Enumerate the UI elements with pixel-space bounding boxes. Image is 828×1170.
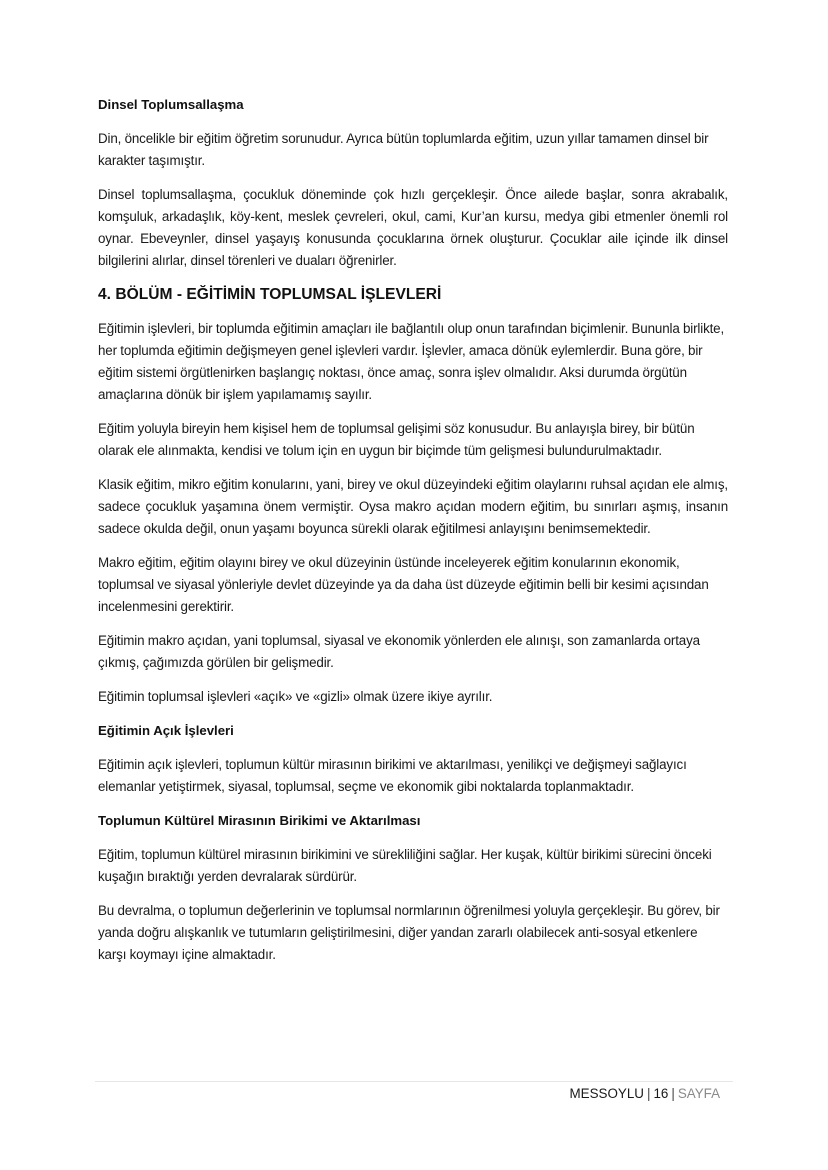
paragraph: Dinsel toplumsallaşma, çocukluk döneminde çok hızlı gerçekleşir. Önce ailede başlar, sonra akrabalık, komşuluk, arkadaşlık, köy-kent, meslek çevreleri, okul, cami, Kur’an kursu, medya gibi etmenler önemli rol oynar. Ebeveynler, dinsel yaşayış konusunda çocuklarına örnek oluşturur. Çocuklar aile içinde ilk dinsel bilgilerini alırlar, dinsel törenleri ve duaları öğrenirler.	[98, 187, 728, 268]
section-heading-kulturel-miras: Toplumun Kültürel Mirasının Birikimi ve Aktarılması	[98, 813, 421, 828]
paragraph: Klasik eğitim, mikro eğitim konularını, yani, birey ve okul düzeyindeki eğitim olaylarını ruhsal açıdan ele almış, sadece çocukluk yaşamına önem vermiştir. Oysa makro açıdan modern eğitim, bu sınırları aşmış, insanın sadece okulda değil, onun yaşamı boyunca sürekli olarak eğitilmesi anlayışını benimsemektedir.	[98, 477, 728, 536]
document-page	[98, 94, 728, 978]
paragraph: Eğitimin toplumsal işlevleri «açık» ve «gizli» olmak üzere ikiye ayrılır.	[98, 689, 493, 704]
footer-author: MESSOYLU	[569, 1086, 644, 1101]
footer-separator: |	[646, 1086, 651, 1101]
paragraph: Eğitim, toplumun kültürel mirasının birikimini ve sürekliliğini sağlar. Her kuşak, kültür birikimi sürecini önceki kuşağın bıraktığı yerden devralarak sürdürür.	[98, 847, 712, 884]
footer-page-label: SAYFA	[677, 1086, 720, 1101]
paragraph: Eğitim yoluyla bireyin hem kişisel hem de toplumsal gelişimi söz konusudur. Bu anlayışla birey, bir bütün olarak ele alınmakta, kendisi ve tolum için en uygun bir biçimde tüm gelişmesi bulundurulmaktadır.	[98, 421, 695, 458]
footer-separator: |	[671, 1086, 675, 1101]
paragraph: Eğitimin makro açıdan, yani toplumsal, siyasal ve ekonomik yönlerden ele alınışı, son zamanlarda ortaya çıkmış, çağımızda görülen bir gelişmedir.	[98, 633, 700, 670]
page-footer	[570, 1085, 720, 1103]
section-heading-dinsel-toplumsallasma: Dinsel Toplumsallaşma	[98, 97, 244, 112]
paragraph: Makro eğitim, eğitim olayını birey ve okul düzeyinin üstünde inceleyerek eğitim konularının ekonomik, toplumsal ve siyasal yönleriyle devlet düzeyinde ya da daha üst düzeyde eğitimin belli bir kesimi açısından incelenmesini gerektirir.	[98, 555, 709, 614]
footer-page-number: 16	[653, 1086, 669, 1101]
paragraph: Bu devralma, o toplumun değerlerinin ve toplumsal normlarının öğrenilmesi yoluyla gerçekleşir. Bu görev, bir yanda doğru alışkanlık ve tutumların geliştirilmesini, diğer yandan zararlı olabilecek anti-sosyal etkenlere karşı koymayı içine almaktadır.	[98, 903, 720, 962]
paragraph: Eğitimin işlevleri, bir toplumda eğitimin amaçları ile bağlantılı olup onun tarafından biçimlenir. Bununla birlikte, her toplumda eğitimin değişmeyen genel işlevleri vardır. İşlevler, amaca dönük eylemlerdir. Buna göre, bir eğitim sistemi örgütlenirken başlangıç noktası, önce amaç, sonra işlev olmalıdır. Aksi durumda örgütün amaçlarına dönük bir işlem yapılamamış sayılır.	[98, 321, 725, 402]
paragraph: Din, öncelikle bir eğitim öğretim sorunudur. Ayrıca bütün toplumlarda eğitim, uzun yıllar tamamen dinsel bir karakter taşımıştır.	[98, 131, 709, 168]
chapter-heading: 4. BÖLÜM - EĞİTİMİN TOPLUMSAL İŞLEVLERİ	[98, 286, 442, 303]
section-heading-acik-islevler: Eğitimin Açık İşlevleri	[98, 723, 234, 738]
paragraph: Eğitimin açık işlevleri, toplumun kültür mirasının birikimi ve aktarılması, yenilikçi ve değişmeyi sağlayıcı elemanlar yetiştirmek, siyasal, toplumsal, seçme ve ekonomik gibi noktalarda toplanmaktadır.	[98, 757, 687, 794]
footer-divider	[95, 1081, 733, 1082]
